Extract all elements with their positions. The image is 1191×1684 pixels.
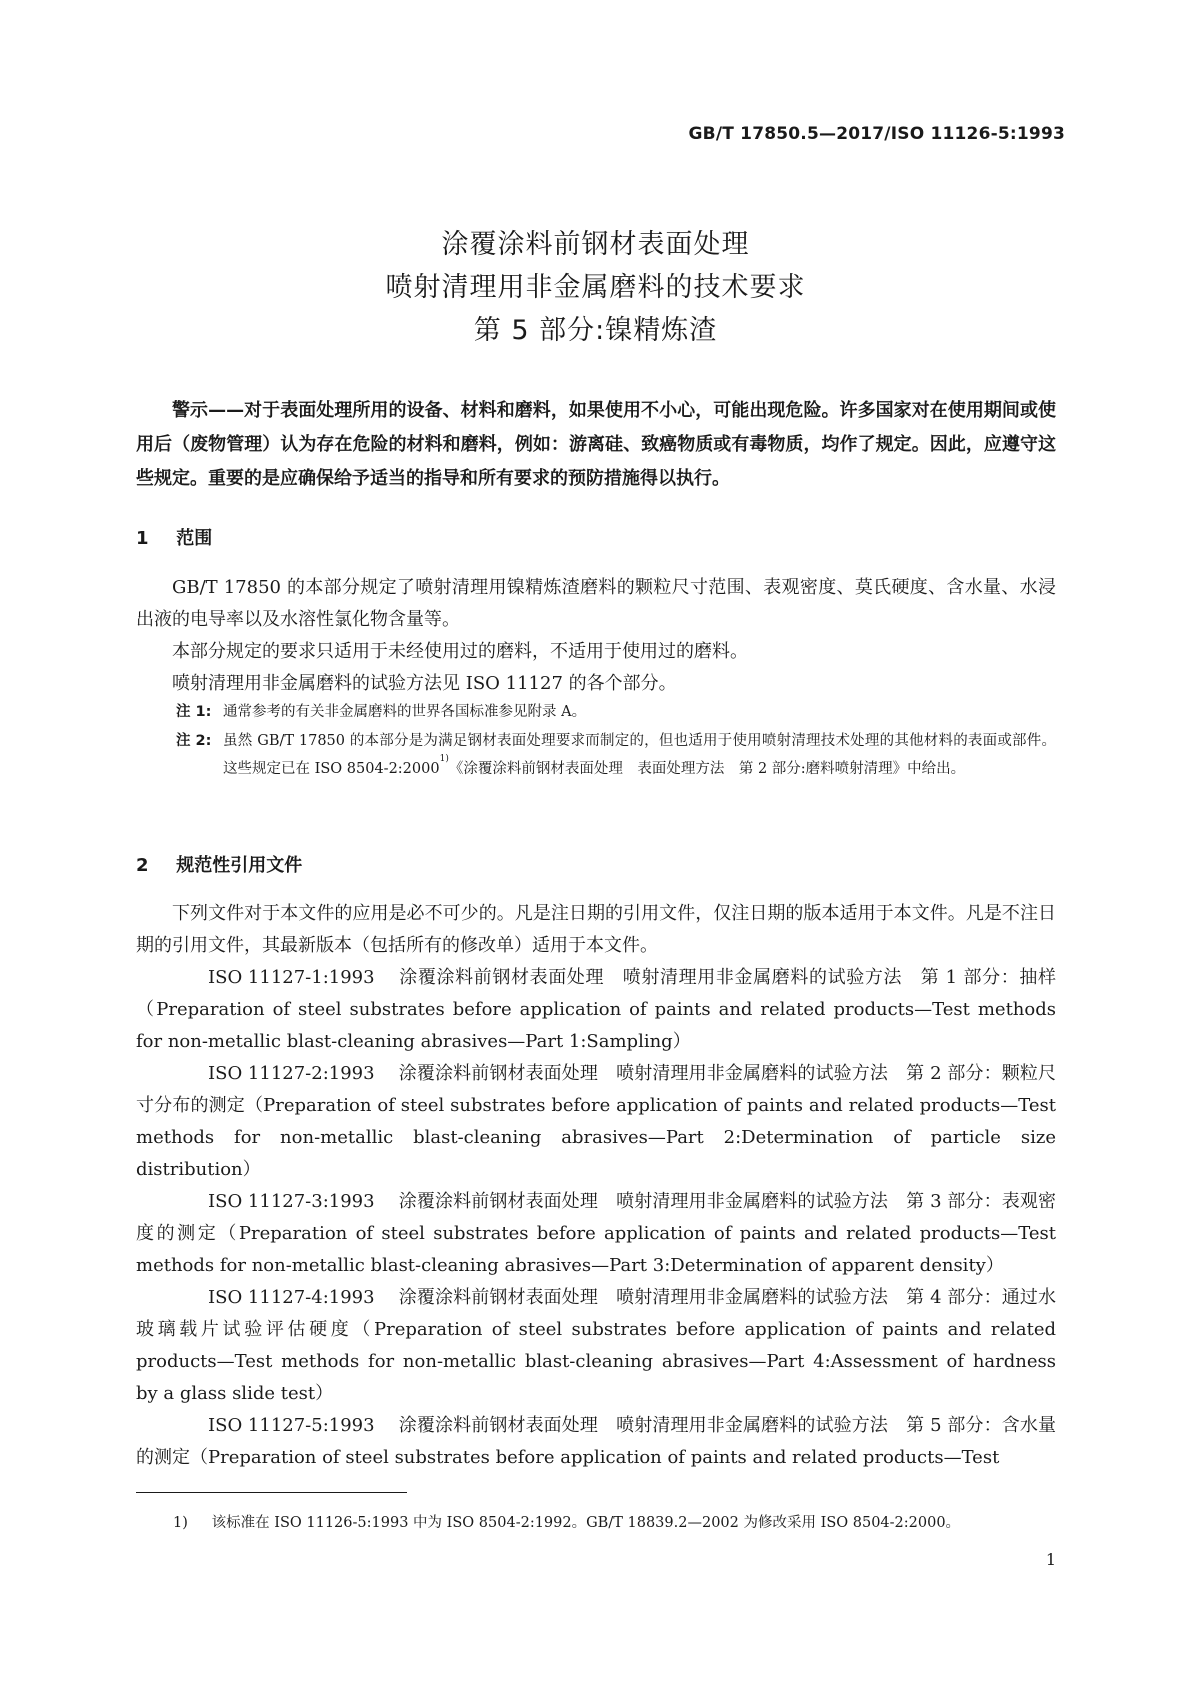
reference-title: 涂覆涂料前钢材表面处理 喷射清理用非金属磨料的试验方法 第 2 部分：颗粒尺寸分布的测定（Preparation of steel substrates before application of paints and related products—Test methods for non-metallic blast-cleaning abrasives—Part 2:Determination of particle size distribution） (136, 1063, 1056, 1180)
footnote-mark: 1) (173, 1515, 188, 1531)
footnote-text: 该标准在 ISO 11126-5:1993 中为 ISO 8504-2:1992。GB/T 18839.2—2002 为修改采用 ISO 8504-2:2000。 (211, 1515, 961, 1531)
reference-code: ISO 11127-4:1993 (208, 1287, 375, 1308)
reference-entry (136, 1186, 1056, 1282)
footnote-reference[interactable]: 1) (439, 754, 449, 764)
paragraph: 喷射清理用非金属磨料的试验方法见 ISO 11127 的各个部分。 (172, 673, 677, 694)
section-number: 1 (136, 528, 149, 549)
reference-entry (136, 1282, 1056, 1410)
intro-paragraph: 下列文件对于本文件的应用是必不可少的。凡是注日期的引用文件，仅注日期的版本适用于本文件。凡是不注日期的引用文件，其最新版本（包括所有的修改单）适用于本文件。 (136, 903, 1056, 956)
note-text-part: 虽然 GB/T 17850 的本部分是为满足钢材表面处理要求而制定的，但也适用于使用喷射清理技术处理的其他材料的表面或部件。这些规定已在 ISO 8504-2:2000 (223, 733, 1056, 777)
normative-references-body (136, 898, 1056, 1474)
reference-code: ISO 11127-1:1993 (208, 967, 375, 988)
note-text (176, 727, 1056, 783)
title-line-3: 第 5 部分:镍精炼渣 (473, 315, 718, 346)
section-title: 范围 (176, 528, 213, 549)
footnote-divider (136, 1492, 407, 1493)
footnote (173, 1511, 960, 1532)
note-label: 注 1: (176, 704, 212, 720)
reference-entry (136, 1410, 1056, 1474)
document-title (0, 223, 1191, 352)
title-line-2: 喷射清理用非金属磨料的技术要求 (385, 272, 806, 303)
reference-code: ISO 11127-3:1993 (208, 1191, 375, 1212)
section-title: 规范性引用文件 (176, 855, 303, 876)
reference-title: 涂覆涂料前钢材表面处理 喷射清理用非金属磨料的试验方法 第 5 部分：含水量的测定（Preparation of steel substrates before application of paints and related products—Test (136, 1415, 1056, 1468)
page-number: 1 (1045, 1550, 1056, 1569)
reference-entry (136, 962, 1056, 1058)
note-text: 通常参考的有关非金属磨料的世界各国标准参见附录 A。 (223, 704, 587, 720)
reference-code: ISO 11127-2:1993 (208, 1063, 375, 1084)
note-2 (176, 727, 1056, 783)
scope-body (136, 572, 1056, 700)
reference-title: 涂覆涂料前钢材表面处理 喷射清理用非金属磨料的试验方法 第 3 部分：表观密度的测定（Preparation of steel substrates before application of paints and related products—Test methods for non-metallic blast-cleaning abrasives—Part 3:Determination of apparent density） (136, 1191, 1056, 1276)
paragraph: 本部分规定的要求只适用于未经使用过的磨料，不适用于使用过的磨料。 (172, 641, 748, 662)
section-heading-scope (136, 524, 212, 550)
note-label: 注 2: (176, 733, 212, 749)
reference-code: ISO 11127-5:1993 (208, 1415, 375, 1436)
note-1 (176, 698, 1056, 726)
note-text-part: 《涂覆涂料前钢材表面处理 表面处理方法 第 2 部分:磨料喷射清理》中给出。 (448, 761, 966, 777)
paragraph: GB/T 17850 的本部分规定了喷射清理用镍精炼渣磨料的颗粒尺寸范围、表观密度、莫氏硬度、含水量、水浸出液的电导率以及水溶性氯化物含量等。 (136, 577, 1056, 630)
standard-id-header: GB/T 17850.5—2017/ISO 11126-5:1993 (688, 124, 1065, 144)
reference-title: 涂覆涂料前钢材表面处理 喷射清理用非金属磨料的试验方法 第 4 部分：通过水玻璃载片试验评估硬度（Preparation of steel substrates before application of paints and related products—Test methods for non-metallic blast-cleaning abrasives—Part 4:Assessment of hardness by a glass slide test） (136, 1287, 1056, 1404)
reference-title: 涂覆涂料前钢材表面处理 喷射清理用非金属磨料的试验方法 第 1 部分：抽样（Preparation of steel substrates before application of paints and related products—Test methods for non-metallic blast-cleaning abrasives—Part 1:Sampling） (136, 967, 1056, 1052)
warning-paragraph: 警示——对于表面处理所用的设备、材料和磨料，如果使用不小心，可能出现危险。许多国家对在使用期间或使用后（废物管理）认为存在危险的材料和磨料，例如：游离硅、致癌物质或有毒物质，均作了规定。因此，应遵守这些规定。重要的是应确保给予适当的指导和所有要求的预防措施得以执行。 (136, 400, 1056, 489)
section-number: 2 (136, 855, 149, 876)
title-line-1: 涂覆涂料前钢材表面处理 (441, 229, 750, 260)
section-heading-normative-references (136, 851, 302, 877)
reference-entry (136, 1058, 1056, 1186)
